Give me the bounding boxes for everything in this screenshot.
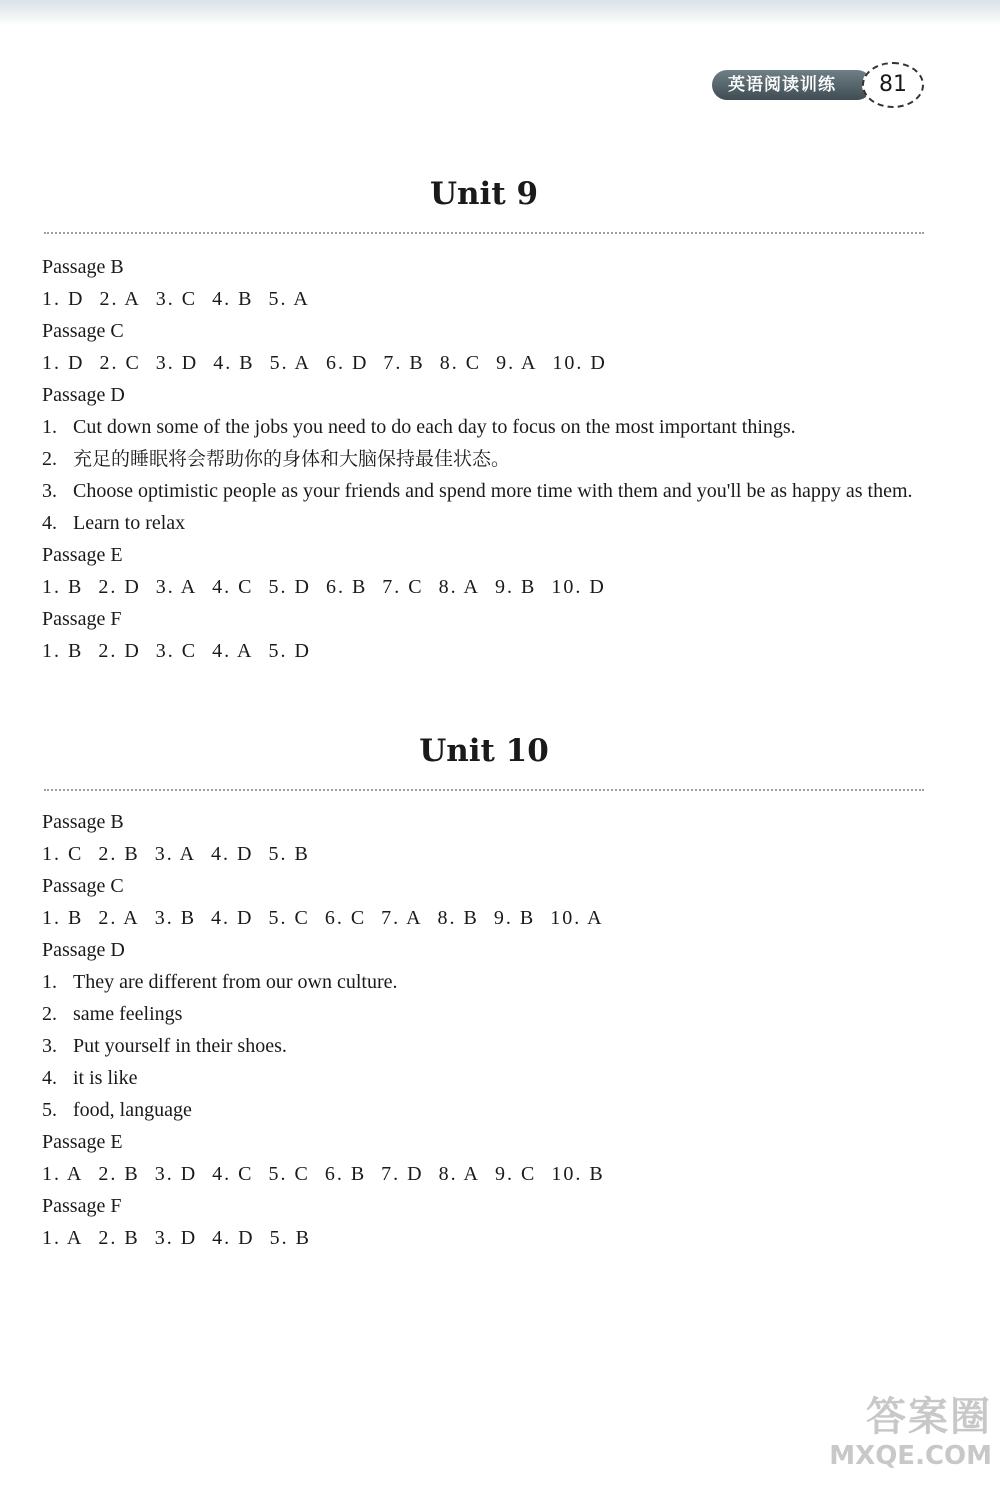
answer-item: 8. A <box>438 1163 480 1185</box>
item-text: it is like <box>73 1067 138 1089</box>
item-number: 1. <box>42 416 57 438</box>
answer-item: 7. D <box>381 1163 424 1185</box>
answer-item: 2. C <box>99 352 141 374</box>
answer-item: 7. C <box>382 576 424 598</box>
item-number: 5. <box>42 1099 57 1121</box>
item-number: 2. <box>42 448 57 470</box>
answer-item: 3. C <box>155 288 198 310</box>
answer-row <box>42 1222 932 1254</box>
passage-label: Passage C <box>42 875 124 897</box>
item-number: 4. <box>42 1067 57 1089</box>
answer-item: 4. D <box>211 907 254 929</box>
unit-10-answers <box>42 806 932 1254</box>
answer-item: 2. B <box>98 843 140 865</box>
answer-item: 1. D <box>42 352 85 374</box>
answer-item: 9. C <box>494 1163 537 1185</box>
answer-item: 3. A <box>154 843 197 865</box>
item-number: 1. <box>42 971 57 993</box>
answer-item: 8. A <box>438 576 480 598</box>
answer-item: 3. D <box>155 352 199 374</box>
answer-item: 4. A <box>212 640 254 662</box>
passage-label: Passage B <box>42 811 124 833</box>
answer-item: 5. C <box>268 907 310 929</box>
answer-item: 4. B <box>213 352 255 374</box>
answer-sentence <box>42 1062 932 1094</box>
answer-item: 2. B <box>98 1163 140 1185</box>
answer-item: 2. D <box>98 576 141 598</box>
answer-item: 5. A <box>268 288 310 310</box>
item-text: Cut down some of the jobs you need to do each day to focus on the most important things. <box>73 416 796 438</box>
answer-sentence <box>42 1030 932 1062</box>
divider <box>44 232 924 234</box>
answer-sentence <box>42 998 932 1030</box>
answer-item: 6. B <box>325 576 368 598</box>
answer-item: 1. B <box>42 640 84 662</box>
answer-item: 3. D <box>154 1227 198 1249</box>
answer-item: 9. B <box>494 576 537 598</box>
answer-row <box>42 283 932 315</box>
answer-item: 10. A <box>550 907 604 929</box>
answer-item: 2. A <box>98 907 140 929</box>
item-number: 2. <box>42 1003 57 1025</box>
answer-row <box>42 571 932 603</box>
passage-label: Passage E <box>42 544 123 566</box>
answer-row <box>42 347 932 379</box>
passage-label: Passage E <box>42 1131 123 1153</box>
answer-item: 8. B <box>437 907 479 929</box>
passage-label: Passage C <box>42 320 124 342</box>
answer-item: 1. A <box>42 1163 84 1185</box>
answer-item: 4. D <box>211 843 254 865</box>
passage-label: Passage B <box>42 256 124 278</box>
answer-item: 9. A <box>496 352 538 374</box>
passage-label: Passage F <box>42 608 122 630</box>
answer-sentence <box>42 507 932 539</box>
unit-title: Unit 10 <box>419 733 549 769</box>
answer-item: 5. A <box>269 352 311 374</box>
item-text: 充足的睡眠将会帮助你的身体和大脑保持最佳状态。 <box>73 448 511 470</box>
passage-label: Passage F <box>42 1195 122 1217</box>
answer-row <box>42 838 932 870</box>
answer-item: 3. B <box>154 907 197 929</box>
answer-item: 4. D <box>212 1227 255 1249</box>
answer-item: 2. B <box>98 1227 140 1249</box>
item-text: same feelings <box>73 1003 183 1025</box>
watermark-domain: MXQE.COM <box>829 1441 992 1471</box>
answer-item: 1. C <box>42 843 84 865</box>
answer-item: 2. D <box>98 640 141 662</box>
answer-item: 4. C <box>212 1163 254 1185</box>
answer-item: 4. C <box>212 576 254 598</box>
watermark <box>792 1393 992 1483</box>
answer-item: 3. D <box>154 1163 198 1185</box>
answer-item: 5. B <box>269 1227 311 1249</box>
answer-item: 1. D <box>42 288 85 310</box>
watermark-logo-text: 答案圈 <box>866 1394 992 1440</box>
book-title-badge: 英语阅读训练 <box>712 70 872 100</box>
answer-item: 1. A <box>42 1227 84 1249</box>
item-text: Learn to relax <box>73 512 186 534</box>
item-text: They are different from our own culture. <box>73 971 398 993</box>
answer-item: 7. A <box>381 907 423 929</box>
item-text: food, language <box>73 1099 192 1121</box>
answer-sentence <box>42 1094 932 1126</box>
item-number: 4. <box>42 512 57 534</box>
answer-item: 9. B <box>493 907 536 929</box>
item-number: 3. <box>42 1035 57 1057</box>
answer-item: 10. D <box>552 352 607 374</box>
answer-item: 10. D <box>551 576 606 598</box>
top-decorative-strip <box>0 0 1000 26</box>
answer-item: 6. D <box>325 352 369 374</box>
item-text: Choose optimistic people as your friends and spend more time with them and you'll be as happy as them. <box>73 480 913 502</box>
answer-item: 3. A <box>155 576 198 598</box>
passage-label: Passage D <box>42 384 125 406</box>
answer-item: 7. B <box>383 352 425 374</box>
item-text: Put yourself in their shoes. <box>73 1035 287 1057</box>
answer-sentence <box>42 411 932 443</box>
answer-item: 6. B <box>324 1163 367 1185</box>
answer-item: 5. D <box>268 576 311 598</box>
page-number: 81 <box>862 62 924 108</box>
answer-item: 10. B <box>551 1163 605 1185</box>
answer-item: 3. C <box>155 640 198 662</box>
unit-9-answers <box>42 251 932 667</box>
answer-item: 1. B <box>42 576 84 598</box>
answer-row <box>42 1158 932 1190</box>
header-badge <box>712 62 924 108</box>
answer-item: 2. A <box>99 288 141 310</box>
answer-item: 6. C <box>324 907 367 929</box>
answer-item: 5. C <box>268 1163 310 1185</box>
answer-row <box>42 902 932 934</box>
answer-item: 5. D <box>268 640 311 662</box>
answer-item: 8. C <box>439 352 482 374</box>
unit-title: Unit 9 <box>429 176 539 212</box>
answer-row <box>42 635 932 667</box>
answer-item: 4. B <box>212 288 254 310</box>
passage-label: Passage D <box>42 939 125 961</box>
item-number: 3. <box>42 480 57 502</box>
answer-item: 5. B <box>268 843 310 865</box>
divider <box>44 789 924 791</box>
answer-item: 1. B <box>42 907 84 929</box>
answer-sentence <box>42 475 932 507</box>
answer-sentence <box>42 966 932 998</box>
answer-sentence <box>42 443 932 475</box>
